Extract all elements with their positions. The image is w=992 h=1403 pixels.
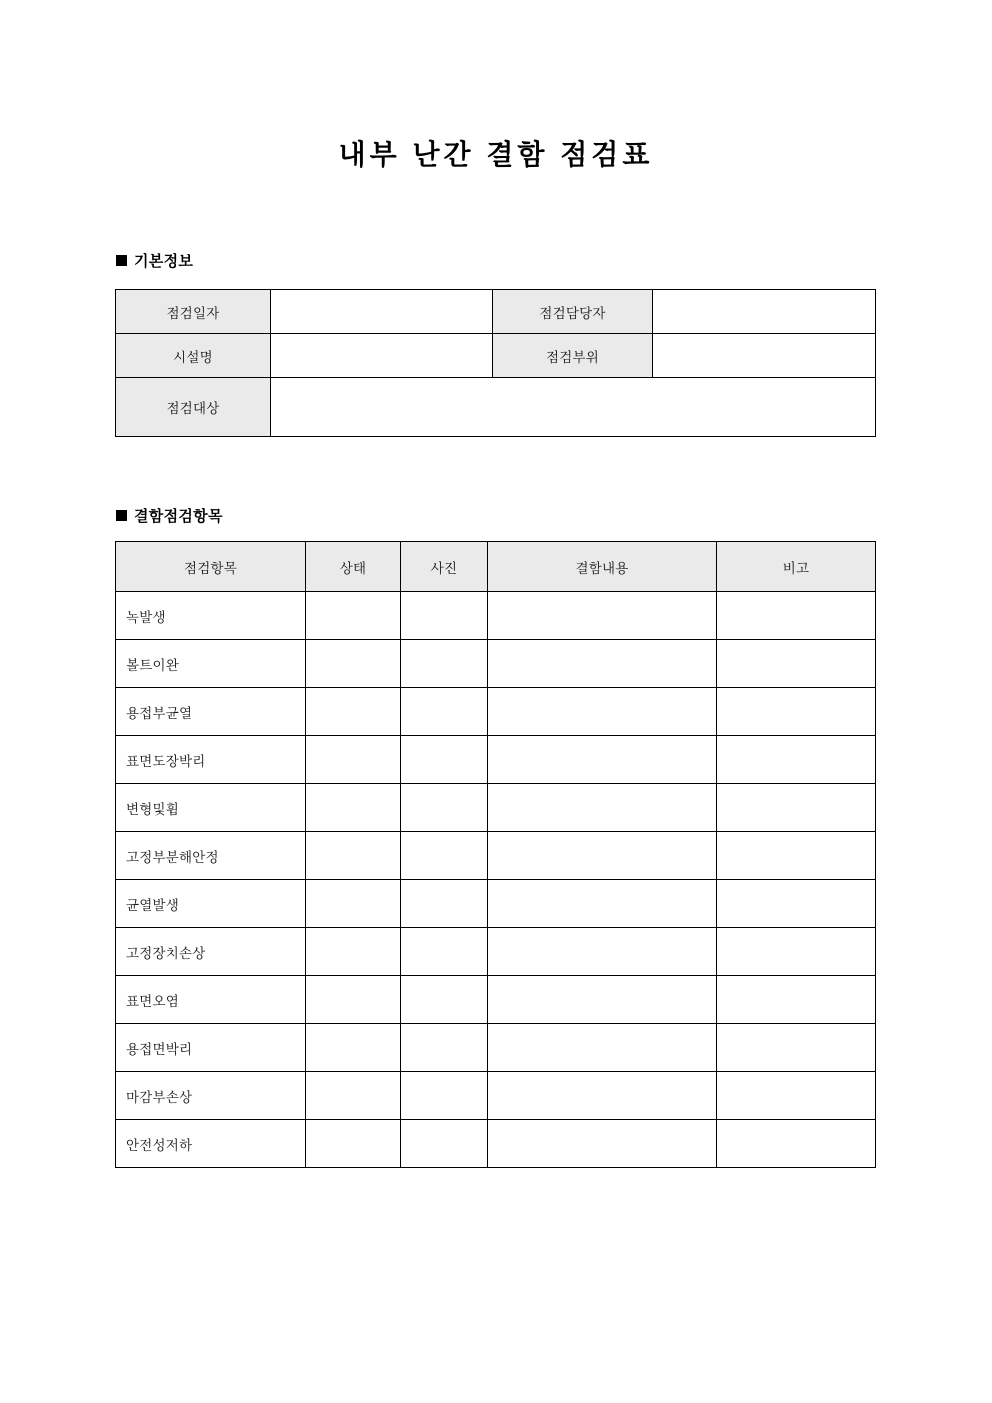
table-row xyxy=(116,880,876,928)
item-label: 용접면박리 xyxy=(116,1024,306,1072)
cell-defect-detail[interactable] xyxy=(488,1024,717,1072)
cell-photo[interactable] xyxy=(401,1072,488,1120)
section-heading-basic-info xyxy=(116,250,193,271)
label-inspection-area: 점검부위 xyxy=(493,334,653,378)
table-row xyxy=(116,592,876,640)
cell-status[interactable] xyxy=(306,880,401,928)
cell-defect-detail[interactable] xyxy=(488,832,717,880)
cell-photo[interactable] xyxy=(401,688,488,736)
item-label: 녹발생 xyxy=(116,592,306,640)
column-header-status: 상태 xyxy=(306,542,401,592)
field-inspector[interactable] xyxy=(653,290,876,334)
item-label: 변형및휨 xyxy=(116,784,306,832)
column-header-defect-detail: 결함내용 xyxy=(488,542,717,592)
cell-status[interactable] xyxy=(306,1120,401,1168)
cell-defect-detail[interactable] xyxy=(488,1120,717,1168)
cell-note[interactable] xyxy=(717,1120,876,1168)
cell-note[interactable] xyxy=(717,928,876,976)
label-inspector: 점검담당자 xyxy=(493,290,653,334)
column-header-note: 비고 xyxy=(717,542,876,592)
filled-square-marker-icon xyxy=(116,255,127,266)
cell-photo[interactable] xyxy=(401,1120,488,1168)
cell-status[interactable] xyxy=(306,784,401,832)
table-row xyxy=(116,1072,876,1120)
cell-photo[interactable] xyxy=(401,640,488,688)
cell-photo[interactable] xyxy=(401,736,488,784)
cell-photo[interactable] xyxy=(401,1024,488,1072)
item-label: 안전성저하 xyxy=(116,1120,306,1168)
section-heading-defect-items-label: 결함점검항목 xyxy=(134,508,223,525)
field-facility-name[interactable] xyxy=(271,334,493,378)
cell-status[interactable] xyxy=(306,928,401,976)
table-row xyxy=(116,784,876,832)
cell-photo[interactable] xyxy=(401,784,488,832)
cell-status[interactable] xyxy=(306,592,401,640)
cell-note[interactable] xyxy=(717,688,876,736)
cell-defect-detail[interactable] xyxy=(488,592,717,640)
table-row xyxy=(116,736,876,784)
field-inspection-target[interactable] xyxy=(271,378,876,437)
section-heading-defect-items xyxy=(116,505,223,526)
cell-status[interactable] xyxy=(306,640,401,688)
table-row xyxy=(116,1120,876,1168)
cell-note[interactable] xyxy=(717,1072,876,1120)
item-label: 균열발생 xyxy=(116,880,306,928)
cell-note[interactable] xyxy=(717,976,876,1024)
section-heading-basic-info-label: 기본정보 xyxy=(134,253,194,270)
cell-defect-detail[interactable] xyxy=(488,928,717,976)
cell-photo[interactable] xyxy=(401,880,488,928)
cell-photo[interactable] xyxy=(401,832,488,880)
table-header-row xyxy=(116,542,876,592)
table-row xyxy=(116,832,876,880)
item-label: 표면오염 xyxy=(116,976,306,1024)
item-label: 볼트이완 xyxy=(116,640,306,688)
cell-defect-detail[interactable] xyxy=(488,880,717,928)
cell-photo[interactable] xyxy=(401,976,488,1024)
cell-photo[interactable] xyxy=(401,928,488,976)
column-header-photo: 사진 xyxy=(401,542,488,592)
label-facility-name: 시설명 xyxy=(116,334,271,378)
cell-status[interactable] xyxy=(306,976,401,1024)
label-inspection-target: 점검대상 xyxy=(116,378,271,437)
cell-defect-detail[interactable] xyxy=(488,784,717,832)
cell-defect-detail[interactable] xyxy=(488,736,717,784)
filled-square-marker-icon xyxy=(116,510,127,521)
field-inspection-area[interactable] xyxy=(653,334,876,378)
cell-defect-detail[interactable] xyxy=(488,1072,717,1120)
table-row xyxy=(116,334,876,378)
table-row xyxy=(116,378,876,437)
cell-note[interactable] xyxy=(717,832,876,880)
cell-defect-detail[interactable] xyxy=(488,976,717,1024)
cell-note[interactable] xyxy=(717,784,876,832)
page-title: 내부 난간 결함 점검표 xyxy=(338,139,654,170)
cell-note[interactable] xyxy=(717,880,876,928)
item-label: 고정장치손상 xyxy=(116,928,306,976)
cell-note[interactable] xyxy=(717,1024,876,1072)
table-row xyxy=(116,1024,876,1072)
cell-note[interactable] xyxy=(717,736,876,784)
cell-status[interactable] xyxy=(306,1024,401,1072)
cell-status[interactable] xyxy=(306,688,401,736)
field-inspection-date[interactable] xyxy=(271,290,493,334)
cell-note[interactable] xyxy=(717,640,876,688)
item-label: 고정부분해안정 xyxy=(116,832,306,880)
table-row xyxy=(116,640,876,688)
cell-status[interactable] xyxy=(306,1072,401,1120)
table-row xyxy=(116,688,876,736)
defect-items-table xyxy=(115,541,876,1168)
item-label: 표면도장박리 xyxy=(116,736,306,784)
table-row xyxy=(116,976,876,1024)
table-row xyxy=(116,928,876,976)
table-row xyxy=(116,290,876,334)
column-header-item: 점검항목 xyxy=(116,542,306,592)
cell-defect-detail[interactable] xyxy=(488,640,717,688)
item-label: 마감부손상 xyxy=(116,1072,306,1120)
cell-photo[interactable] xyxy=(401,592,488,640)
basic-info-table xyxy=(115,289,876,437)
cell-status[interactable] xyxy=(306,832,401,880)
item-label: 용접부균열 xyxy=(116,688,306,736)
cell-defect-detail[interactable] xyxy=(488,688,717,736)
cell-status[interactable] xyxy=(306,736,401,784)
label-inspection-date: 점검일자 xyxy=(116,290,271,334)
cell-note[interactable] xyxy=(717,592,876,640)
